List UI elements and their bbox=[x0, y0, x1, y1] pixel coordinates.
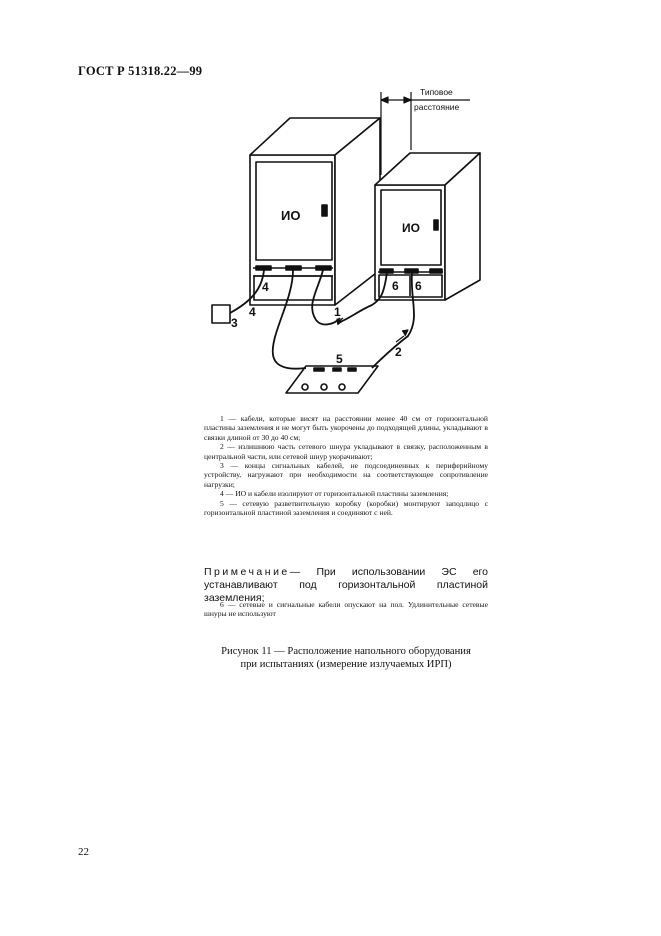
page-number: 22 bbox=[78, 846, 89, 858]
callout-6-a: 6 bbox=[392, 279, 399, 293]
note-2: 2 — излишнюю часть сетевого шнура укладывают в связку, расположенным в центральной части, или сетевой шнур укорачивают; bbox=[204, 442, 488, 461]
note-6-block bbox=[204, 600, 488, 619]
large-cabinet bbox=[250, 118, 380, 305]
figure-caption bbox=[204, 645, 488, 671]
callout-leaders bbox=[337, 318, 408, 342]
callout-5: 5 bbox=[336, 352, 343, 366]
callout-4-upper: 4 bbox=[262, 280, 269, 294]
callout-2: 2 bbox=[395, 345, 402, 359]
callout-1: 1 bbox=[334, 305, 341, 319]
equipment-diagram bbox=[0, 0, 661, 420]
small-cabinet bbox=[375, 153, 480, 300]
primechanie-word: Примечание bbox=[204, 566, 290, 578]
distance-label-2: расстояние bbox=[414, 102, 460, 112]
callout-4-lower: 4 bbox=[249, 305, 256, 319]
note-6: 6 — сетевые и сигнальные кабели опускают на пол. Удлинительные сетевые шнуры не используют bbox=[204, 600, 488, 619]
note-5: 5 — сетевую разветвительную коробку (коробки) монтируют заподлицо с горизонтальной пластиной заземления и соединяют с ней. bbox=[204, 498, 488, 518]
device-label-large: ИО bbox=[281, 208, 301, 223]
caption-line-1: Рисунок 11 — Расположение напольного оборудования bbox=[221, 646, 471, 657]
note-4: 4 — ИО и кабели изолируют от горизонтальной пластины заземления; bbox=[220, 489, 449, 499]
device-label-small: ИО bbox=[402, 221, 420, 235]
callout-6-b: 6 bbox=[415, 279, 422, 293]
figure-notes bbox=[204, 414, 488, 517]
note-3: 3 — концы сигнальных кабелей, не подсоединенных к периферийному устройству, нагружают при необходимости на соответствующее сопротивление нагрузки; bbox=[204, 461, 488, 489]
terminator-box bbox=[212, 305, 230, 323]
junction-box bbox=[286, 366, 378, 393]
primechanie-text: — При использовании ЭС его устанавливают под горизонтальной пластиной заземления; bbox=[204, 566, 488, 604]
caption-line-2: при испытаниях (измерение излучаемых ИРП) bbox=[240, 659, 452, 670]
note-1: 1 — кабели, которые висят на расстоянии менее 40 см от горизонтальной пластины заземления и не могут быть укорочены до подходящей длины, укладывают в связки длиной от 30 до 40 см; bbox=[204, 414, 488, 442]
distance-label-1: Типовое bbox=[420, 87, 453, 97]
callout-3: 3 bbox=[231, 316, 238, 330]
document-header: ГОСТ Р 51318.22—99 bbox=[78, 64, 203, 78]
